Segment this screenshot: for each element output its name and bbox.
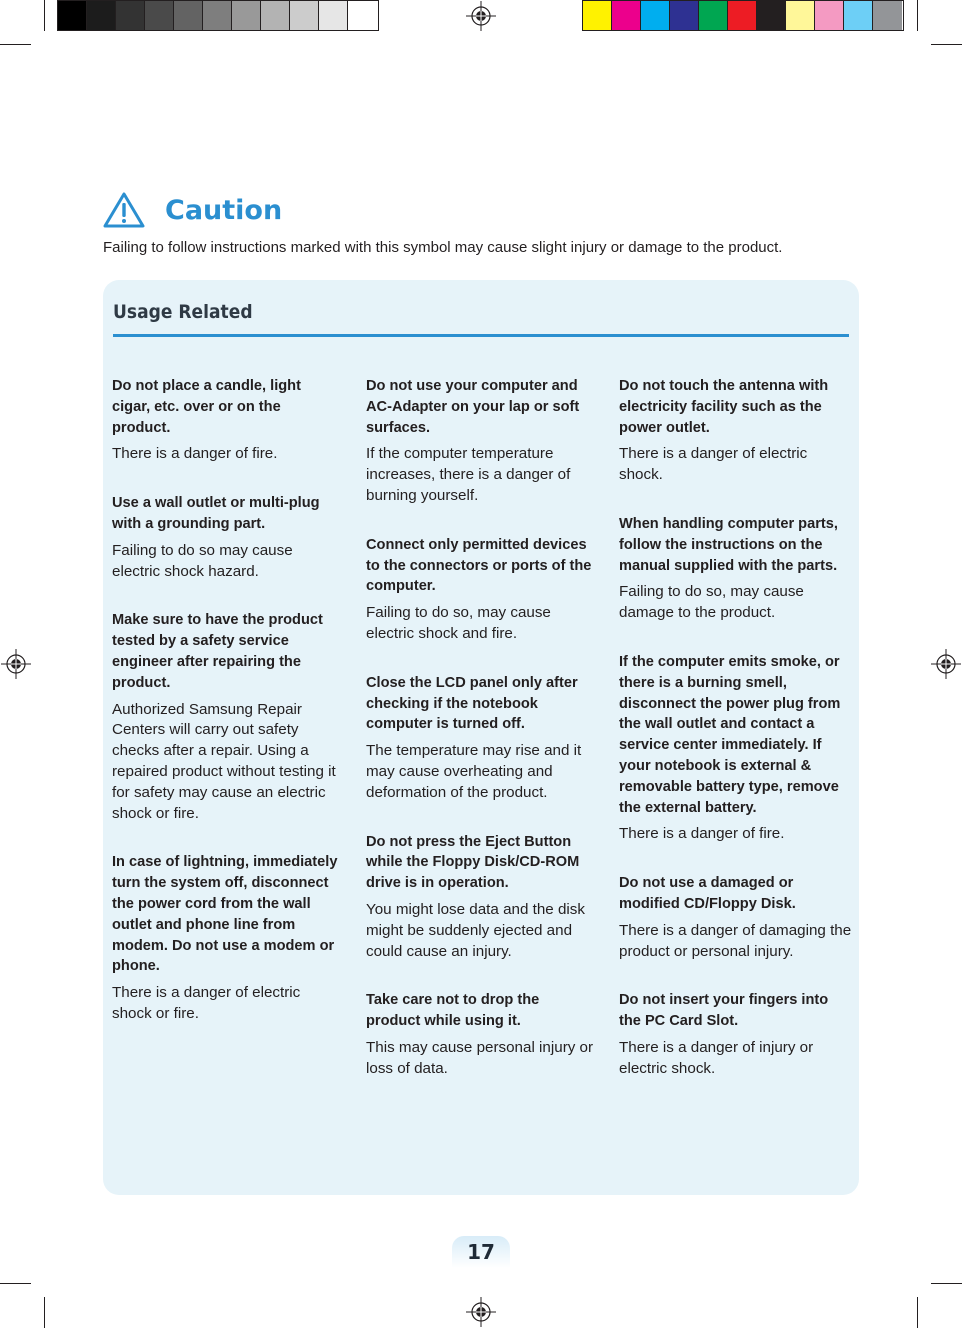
item-body: There is a danger of damaging the product or personal injury. — [619, 921, 852, 960]
item-title: Do not touch the antenna with electricity facility such as the power outlet. — [619, 378, 829, 436]
color-swatch — [699, 1, 728, 30]
item-title: In case of lightning, immediately turn the system off, disconnect the power cord from the wall outlet and phone line from modem. Do not use a modem or phone. — [112, 854, 338, 975]
crop-mark — [917, 1297, 918, 1328]
item-title: Do not use a damaged or modified CD/Floppy Disk. — [619, 875, 796, 912]
crop-mark — [917, 0, 918, 31]
warning-triangle-icon — [103, 192, 145, 228]
item-body: There is a danger of fire. — [112, 445, 278, 463]
section-divider — [113, 334, 849, 337]
process-color-bar — [582, 0, 904, 31]
color-swatch — [348, 1, 377, 30]
item-title: Make sure to have the product tested by a safety service engineer after repairing the product. — [112, 612, 323, 691]
color-swatch — [174, 1, 203, 30]
item-body: This may cause personal injury or loss of data. — [366, 1038, 594, 1077]
crop-mark — [0, 1283, 31, 1284]
color-swatch — [319, 1, 348, 30]
caution-item — [619, 376, 853, 486]
item-title: Close the LCD panel only after checking if the notebook computer is turned off. — [366, 674, 578, 733]
caution-item — [366, 376, 596, 507]
item-title: Use a wall outlet or multi-plug with a grounding part. — [112, 495, 320, 532]
caution-item — [366, 673, 596, 804]
caution-item — [366, 535, 596, 645]
crop-mark — [44, 0, 45, 31]
item-title: Do not place a candle, light cigar, etc. over or on the product. — [112, 378, 301, 436]
registration-mark-icon — [1, 649, 31, 679]
color-swatch — [786, 1, 815, 30]
color-swatch — [203, 1, 232, 30]
color-swatch — [290, 1, 319, 30]
item-title: Do not press the Eject Button while the Floppy Disk/CD-ROM drive is in operation. — [366, 833, 580, 892]
color-swatch — [670, 1, 699, 30]
caution-item — [619, 990, 853, 1079]
color-swatch — [815, 1, 844, 30]
column-2 — [366, 376, 596, 1108]
registration-mark-icon — [466, 1, 496, 31]
color-swatch — [232, 1, 261, 30]
registration-mark-icon — [466, 1297, 496, 1327]
item-body: You might lose data and the disk might be suddenly ejected and could cause an injury. — [366, 900, 585, 960]
column-1 — [112, 376, 340, 1053]
registration-mark-icon — [931, 649, 961, 679]
caution-item — [366, 990, 596, 1079]
caution-item — [112, 852, 340, 1024]
color-swatch — [757, 1, 786, 30]
item-title: If the computer emits smoke, or there is a burning smell, disconnect the power plug from the wall outlet and contact a service center immediately. If your notebook is external & removable battery type, remove the external battery. — [619, 653, 841, 816]
item-body: If the computer temperature increases, there is a danger of burning yourself. — [366, 445, 571, 504]
caution-item — [366, 832, 596, 963]
usage-related-panel — [103, 280, 859, 1195]
item-body: There is a danger of injury or electric shock. — [619, 1038, 814, 1077]
item-body: There is a danger of electric shock. — [619, 445, 808, 484]
crop-mark — [931, 44, 962, 45]
item-title: Do not insert your fingers into the PC Card Slot. — [619, 992, 829, 1030]
color-swatch — [641, 1, 670, 30]
color-swatch — [728, 1, 757, 30]
color-swatch — [145, 1, 174, 30]
caution-item — [112, 376, 340, 465]
page-number: 17 — [452, 1236, 510, 1268]
item-body: There is a danger of fire. — [619, 825, 785, 843]
item-title: When handling computer parts, follow the instructions on the manual supplied with the parts. — [619, 515, 838, 574]
section-title: Usage Related — [113, 301, 253, 323]
color-swatch — [87, 1, 116, 30]
column-3 — [619, 376, 853, 1108]
color-swatch — [612, 1, 641, 30]
item-title: Connect only permitted devices to the connectors or ports of the computer. — [366, 536, 592, 595]
caution-title: Caution — [165, 194, 283, 226]
caution-item — [112, 493, 340, 582]
item-body: Authorized Samsung Repair Centers will carry out safety checks after a repair. Using a repaired product without testing it for safety may cause an electric shock or fire. — [112, 700, 336, 822]
caution-item — [619, 873, 853, 962]
color-swatch — [873, 1, 902, 30]
caution-header — [103, 192, 282, 228]
item-body: There is a danger of electric shock or fire. — [112, 984, 301, 1022]
color-swatch — [261, 1, 290, 30]
caution-item — [619, 514, 853, 624]
color-swatch — [844, 1, 873, 30]
item-body: Failing to do so, may cause electric shock and fire. — [366, 604, 551, 642]
grayscale-color-bar — [57, 0, 379, 31]
crop-mark — [0, 44, 31, 45]
color-swatch — [116, 1, 145, 30]
color-swatch — [58, 1, 87, 30]
crop-mark — [931, 1283, 962, 1284]
caution-item — [619, 652, 853, 845]
item-title: Do not use your computer and AC-Adapter on your lap or soft surfaces. — [366, 378, 580, 436]
caution-description: Failing to follow instructions marked with this symbol may cause slight injury or damage to the product. — [103, 239, 783, 256]
item-body: The temperature may rise and it may cause overheating and deformation of the product. — [366, 742, 582, 801]
crop-mark — [44, 1297, 45, 1328]
item-body: Failing to do so, may cause damage to the product. — [619, 583, 804, 622]
caution-item — [112, 610, 340, 824]
item-title: Take care not to drop the product while using it. — [366, 992, 540, 1030]
color-swatch — [583, 1, 612, 30]
item-body: Failing to do so may cause electric shock hazard. — [112, 541, 293, 580]
